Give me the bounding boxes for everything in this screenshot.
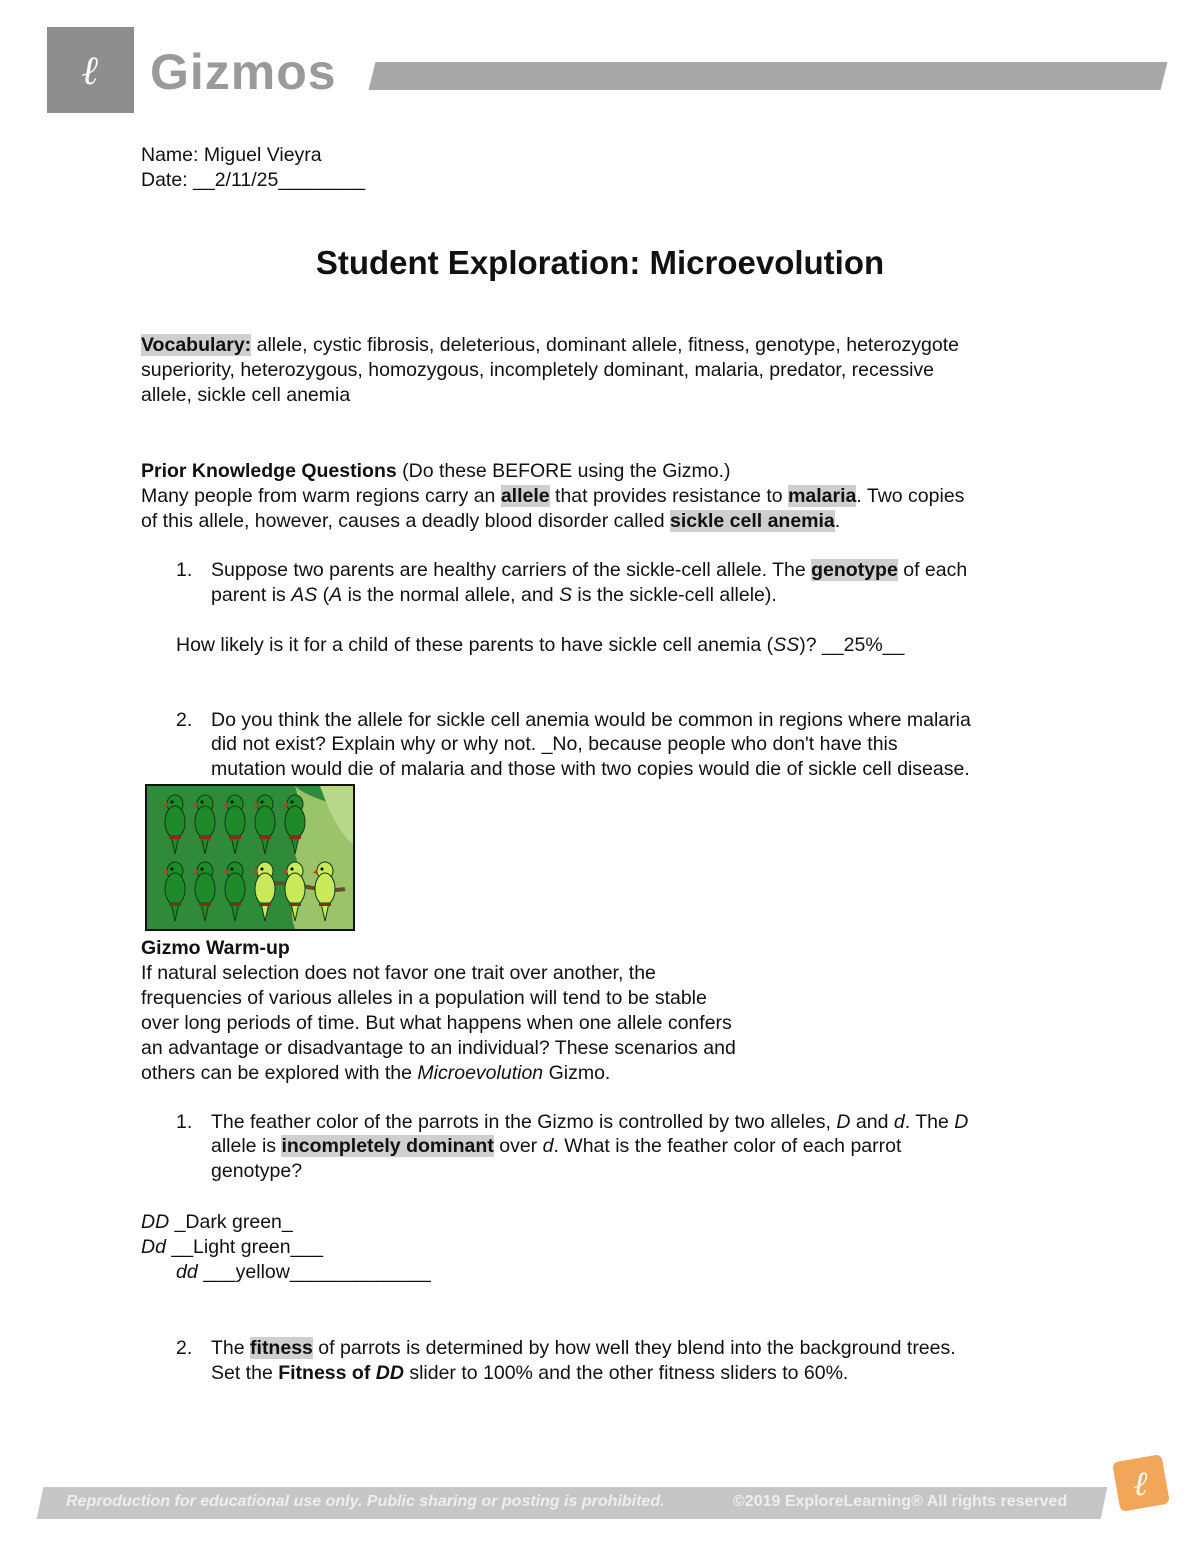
genotype-label: Dd: [141, 1236, 166, 1258]
prior-paragraph-line-2: [141, 509, 840, 534]
brand-name: Gizmos: [150, 44, 337, 100]
vocabulary-text: allele, cystic fibrosis, deleterious, dominant allele, fitness, genotype, heterozygote: [251, 334, 959, 356]
footer-copyright: ©2019 ExploreLearning® All rights reserved: [733, 1493, 1068, 1510]
genotype-answer-DD: [141, 1210, 293, 1235]
text: is the sickle-cell allele).: [571, 584, 777, 606]
explorelearning-badge-icon: [1108, 1450, 1174, 1516]
prior-q1-answer: [176, 633, 904, 658]
gizmo-name-italic: Microevolution: [417, 1062, 544, 1084]
vocab-highlight: incompletely dominant: [281, 1135, 494, 1157]
genotype-label: dd: [176, 1261, 198, 1283]
warmup-q2-line-2: [211, 1361, 848, 1386]
text: of this allele, however, causes a deadly blood disorder called: [141, 510, 670, 532]
text: )? __25%__: [799, 634, 905, 656]
text: that provides resistance to: [549, 485, 789, 507]
text: Many people from warm regions carry an: [141, 485, 501, 507]
text: of parrots is determined by how well they blend into the background trees.: [312, 1337, 956, 1359]
vocab-highlight: allele: [500, 485, 550, 507]
warmup-line-4: an advantage or disadvantage to an individual? These scenarios and: [141, 1037, 736, 1059]
logo-glyph: ℓ: [81, 46, 100, 94]
genotype-italic: A: [329, 584, 343, 606]
explorelearning-logo: [47, 27, 134, 113]
text: How likely is it for a child of these parents to have sickle cell anemia (: [176, 634, 774, 656]
prior-heading-note: (Do these BEFORE using the Gizmo.): [396, 460, 731, 482]
text: others can be explored with the: [141, 1062, 418, 1084]
vocabulary-line-1: [141, 333, 959, 358]
bold-text: Fitness of: [278, 1362, 376, 1384]
text: allele is: [211, 1135, 282, 1157]
question-number: 1.: [176, 559, 193, 581]
prior-heading: [141, 459, 731, 484]
text: Suppose two parents are healthy carriers of the sickle-cell allele. The: [211, 559, 812, 581]
allele-italic: d: [893, 1111, 905, 1133]
student-date: Date: __2/11/25________: [141, 169, 366, 191]
footer-notice: Reproduction for educational use only. Public sharing or posting is prohibited.: [66, 1493, 665, 1510]
warmup-line-3: over long periods of time. But what happens when one allele confers: [141, 1012, 732, 1034]
text: of each: [897, 559, 968, 581]
genotype-italic: S: [558, 584, 572, 606]
badge-glyph: ℓ: [1133, 1464, 1149, 1504]
warmup-q1-line-3: genotype?: [211, 1160, 303, 1182]
vocab-highlight: genotype: [811, 559, 898, 581]
text: is the normal allele, and: [342, 584, 559, 606]
prior-q1-line-1: [211, 558, 967, 583]
allele-italic: d: [542, 1135, 554, 1157]
header-bar: [369, 62, 1168, 90]
page-title: Student Exploration: Microevolution: [315, 244, 885, 281]
text: .: [834, 510, 841, 532]
warmup-line-1: If natural selection does not favor one trait over another, the: [141, 962, 656, 984]
question-number: 1.: [176, 1111, 193, 1133]
vocabulary-line-2: superiority, heterozygous, homozygous, incompletely dominant, malaria, predator, recessive: [141, 359, 935, 381]
genotype-bold-italic: DD: [375, 1362, 404, 1384]
vocabulary-label: Vocabulary:: [141, 334, 252, 356]
question-number: 2.: [176, 1337, 193, 1359]
text: . Two copies: [856, 485, 965, 507]
text: The: [211, 1337, 251, 1359]
prior-q2-line-3: mutation would die of malaria and those with two copies would die of sickle cell disease.: [211, 758, 970, 780]
vocab-highlight: fitness: [250, 1337, 313, 1359]
question-number: 2.: [176, 709, 193, 731]
warmup-q2-line-1: [211, 1336, 956, 1361]
warmup-q1-line-2: [211, 1134, 901, 1159]
allele-italic: D: [836, 1111, 851, 1133]
prior-q1-line-2: [211, 583, 777, 608]
text: . The: [904, 1111, 955, 1133]
vocab-highlight: sickle cell anemia: [670, 510, 835, 532]
genotype-label: DD: [141, 1211, 170, 1233]
vocabulary-line-3: allele, sickle cell anemia: [141, 384, 351, 406]
text: and: [850, 1111, 894, 1133]
warmup-heading: Gizmo Warm-up: [141, 937, 290, 959]
genotype-answer-Dd: [141, 1235, 323, 1260]
genotype-answer: ___yellow_____________: [197, 1261, 431, 1283]
text: (: [317, 584, 330, 606]
text: Set the: [211, 1362, 279, 1384]
genotype-answer: _Dark green_: [169, 1211, 293, 1233]
vocab-highlight: malaria: [788, 485, 857, 507]
genotype-answer: __Light green___: [165, 1236, 324, 1258]
student-name: Name: Miguel Vieyra: [141, 144, 322, 166]
parrots-gizmo-image: [145, 784, 355, 931]
warmup-line-2: frequencies of various alleles in a population will tend to be stable: [141, 987, 707, 1009]
text: slider to 100% and the other fitness sliders to 60%.: [403, 1362, 849, 1384]
prior-q2-line-2: did not exist? Explain why or why not. _No, because people who don't have this: [211, 733, 898, 755]
prior-paragraph-line-1: [141, 484, 964, 509]
prior-heading-bold: Prior Knowledge Questions: [141, 460, 397, 482]
text: The feather color of the parrots in the Gizmo is controlled by two alleles,: [211, 1111, 837, 1133]
text: parent is: [211, 584, 292, 606]
text: . What is the feather color of each parrot: [553, 1135, 902, 1157]
warmup-q1-line-1: [211, 1110, 968, 1135]
text: Gizmo.: [543, 1062, 611, 1084]
allele-italic: D: [954, 1111, 969, 1133]
prior-q2-line-1: Do you think the allele for sickle cell anemia would be common in regions where malaria: [211, 709, 971, 731]
genotype-italic: SS: [773, 634, 800, 656]
genotype-answer-dd: [176, 1260, 431, 1285]
genotype-italic: AS: [291, 584, 318, 606]
warmup-line-5: [141, 1061, 610, 1086]
text: over: [493, 1135, 543, 1157]
